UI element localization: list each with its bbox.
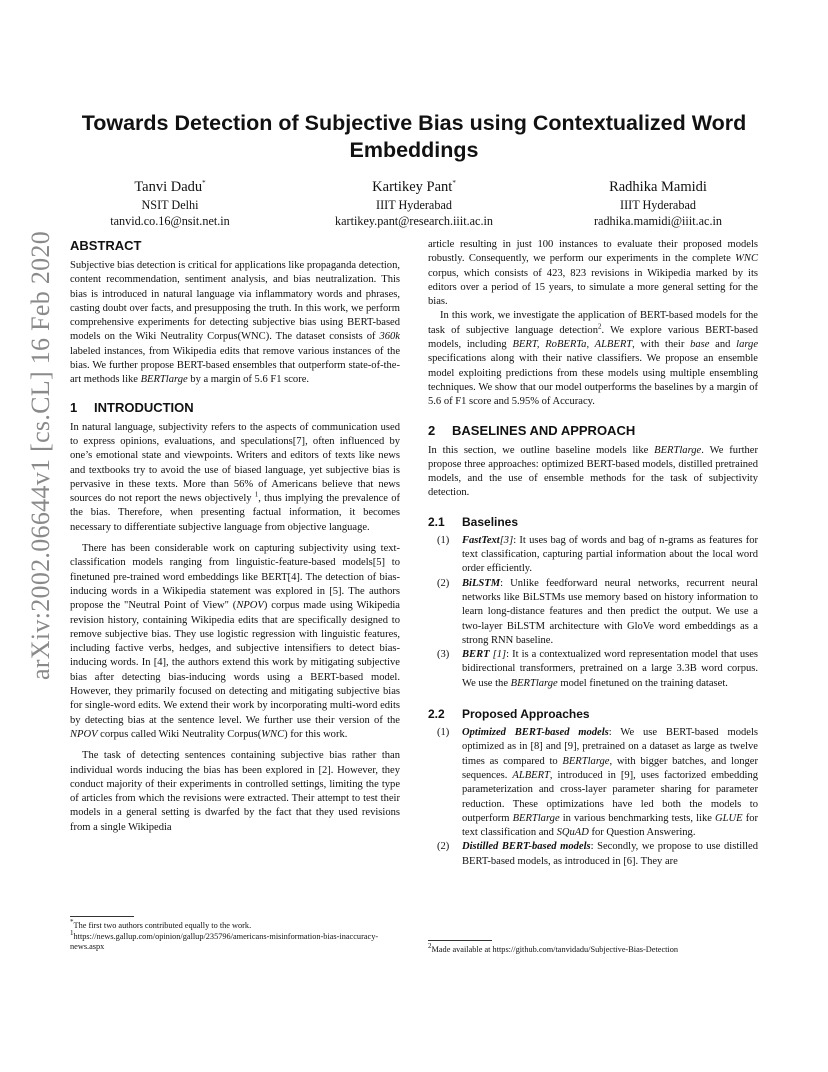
footnote-ref: 2 bbox=[597, 322, 602, 331]
footnote: *The first two authors contributed equally to the work. bbox=[70, 918, 252, 930]
list-item: (2) Distilled BERT-based models: Secondly, we propose to use distilled BERT-based models, as introduced in [6]. They are bbox=[437, 841, 759, 867]
author-2 bbox=[314, 178, 514, 229]
right-column bbox=[428, 238, 758, 869]
list-item: (1) FastText[3]: It uses bag of words and bag of n-grams as features for text classification, capturing partial information about the local word order efficiently. bbox=[437, 534, 758, 575]
left-column bbox=[70, 238, 400, 835]
author-email: radhika.mamidi@iiit.ac.in bbox=[594, 214, 722, 228]
author-3 bbox=[558, 178, 758, 229]
intro-paragraph-4: In this work, we investigate the application of BERT-based models for the task of subjective language detection$^2$. We explore various BERT-based models, including BERT, RoBERTa, ALBERT, with their base and large specifications along with their native classifiers. We propose an ensemble model exploiting predictions from these models using multiple ensembling techniques. We show that our model outperforms the baselines by a margin of 5.6 of F1 score and 5.95% of Accuracy. bbox=[428, 310, 759, 408]
footnote-rule bbox=[70, 916, 134, 917]
footnotes-left bbox=[70, 916, 400, 953]
paper-title: Towards Detection of Subjective Bias using Contextualized Word Embeddings bbox=[81, 111, 747, 162]
section-heading-baselines-approach: 2 BASELINES AND APPROACH bbox=[428, 422, 636, 438]
arxiv-identifier: arXiv:2002.06644v1 [cs.CL] 16 Feb 2020 bbox=[26, 230, 55, 680]
intro-continuation-paragraph: article resulting in just 100 instances to evaluate their proposed models robustly. Consequently, we perform our experiments in the complete WNC corpus, which consists of 423, 823 revisions in Wikipedia marked by its editors over a period of 15 years, to simulate a more general setting for the bias. bbox=[428, 239, 758, 308]
list-item: (2) BiLSTM: Unlike feedforward neural networks, recurrent neural networks like BiLSTMs use memory based on history information to learn long-distance features and then predict the output. We use a two-layer BiLSTM architecture with GloVe word embeddings as a strong RNN baseline. bbox=[437, 577, 758, 646]
list-item: (1) Optimized BERT-based models: We use BERT-based models optimized as in [8] and [9], pretrained on a dataset as large as twelve times as compared to BERTlarge, with bigger batches, and longer sequences. ALBERT, introduced in [9], uses factorized embedding parameterization and cross-layer parameter sharing for parameter reduction. These optimizations have led both the models to outperform BERTlarge in various benchmarking tests, like GLUE for text classification and SQuAD for Question Answering. bbox=[437, 727, 759, 839]
footnote-ref: 1 bbox=[254, 490, 259, 499]
author-affiliation: IIIT Hyderabad bbox=[376, 198, 452, 212]
intro-paragraph-2: There has been considerable work on capturing subjectivity using text-classification models ranging from linguistic-feature-based models[5] to finetuned pre-trained word embeddings like BERT[4]. The detection of bias-inducing words in a Wikipedia statement was explored in [5]. The authors propose the "Neutral Point of View" (NPOV) corpus made using Wikipedia revision history, containing Wikipedia edits that are specifically designed to remove subjective bias. They use logistic regression with linguistic features, including factive verbs, hedges, and subjective intensifiers to detect bias-inducing words. In [4], the authors extend this work by mitigating subjective bias after detecting bias-inducing words using a BERT-based model. However, they primarily focused on detecting and mitigating subjective bias for single-word edits. We extend their work by incorporating multi-word edits by detecting bias at the sentence level. We further use their version of the NPOV corpus called Wiki Neutrality Corpus(WNC) for this work. bbox=[70, 543, 400, 740]
equal-contribution-mark: * bbox=[202, 179, 206, 188]
author-affiliation: NSIT Delhi bbox=[141, 198, 199, 212]
equal-contribution-mark: * bbox=[452, 179, 456, 188]
intro-paragraph-3: The task of detecting sentences containing subjective bias rather than individual words inducing the bias has been explored in [2]. However, they conduct majority of their experiments in controlled settings, limiting the type of articles from which the revisions were extracted. Their attempt to test their models in a general setting is dwarfed by the fact that they used revisions from a single Wikipedia bbox=[70, 750, 400, 833]
footnote: $^2$Made available at https://github.com/tanvidadu/Subjective-Bias-Detection bbox=[428, 942, 679, 954]
author-name: Tanvi Dadu bbox=[134, 179, 203, 195]
author-email: tanvid.co.16@nsit.net.in bbox=[110, 214, 230, 228]
list-item: (3) BERT [1]: It is a contextualized word representation model that uses bidirectional transformers, pretrained on a large 3.3B word corpus. We use the BERTlarge model finetuned on the training dataset. bbox=[437, 649, 758, 689]
author-email: kartikey.pant@research.iiit.ac.in bbox=[335, 214, 493, 228]
footnote-rule bbox=[428, 940, 492, 941]
footnote: $^1$https://news.gallup.com/opinion/gallup/235796/americans-misinformation-bias-inaccuracy-news.aspx bbox=[70, 928, 379, 951]
author-1 bbox=[70, 178, 270, 229]
section-2-intro: In this section, we outline baseline models like BERTlarge. We further propose three approaches: optimized BERT-based models, distilled pretrained models, and the use of ensemble methods for the task of subjectivity detection. bbox=[428, 444, 758, 499]
subsection-heading-baselines: 2.1 Baselines bbox=[428, 514, 519, 529]
author-name: Radhika Mamidi bbox=[609, 179, 707, 195]
abstract-text: Subjective bias detection is critical for applications like propaganda detection, content recommendation, sentiment analysis, and bias neutralization. This bias is introduced in natural language via inflammatory words and phrases, casting doubt over facts, and presupposing the truth. In this work, we perform comprehensive experiments for detecting subjective bias using BERT-based models on the Wiki Neutrality Corpus(WNC). The dataset consists of 360k labeled instances, from Wikipedia edits that remove various instances of the bias. We further propose BERT-based ensembles that outperform state-of-the-art methods like BERTlarge by a margin of 5.6 F1 score. bbox=[70, 260, 400, 386]
footnotes-right bbox=[428, 940, 758, 956]
author-name: Kartikey Pant bbox=[372, 179, 453, 195]
subsection-heading-proposed-approaches: 2.2 Proposed Approaches bbox=[428, 707, 590, 722]
author-block bbox=[70, 178, 758, 234]
intro-paragraph-1: In natural language, subjectivity refers to the aspects of communication used to express opinions, evaluations, and speculations[7], often influenced by one’s emotional state and viewpoints. Writers and editors of texts like news and textbooks try to avoid the use of biased language, yet subjective bias is pervasive in these texts. More than 56% of Americans believe that news sources do not report the news objectively $^1$, thus implying the prevalence of the bias. Therefore, when presenting factual information, it becomes necessary to differentiate subjective language from objective language. bbox=[70, 421, 400, 533]
baselines-list bbox=[428, 534, 758, 691]
proposed-approaches-list bbox=[428, 726, 758, 869]
section-heading-introduction: 1 INTRODUCTION bbox=[70, 399, 194, 415]
abstract-heading: ABSTRACT bbox=[70, 238, 142, 253]
author-affiliation: IIIT Hyderabad bbox=[620, 198, 696, 212]
